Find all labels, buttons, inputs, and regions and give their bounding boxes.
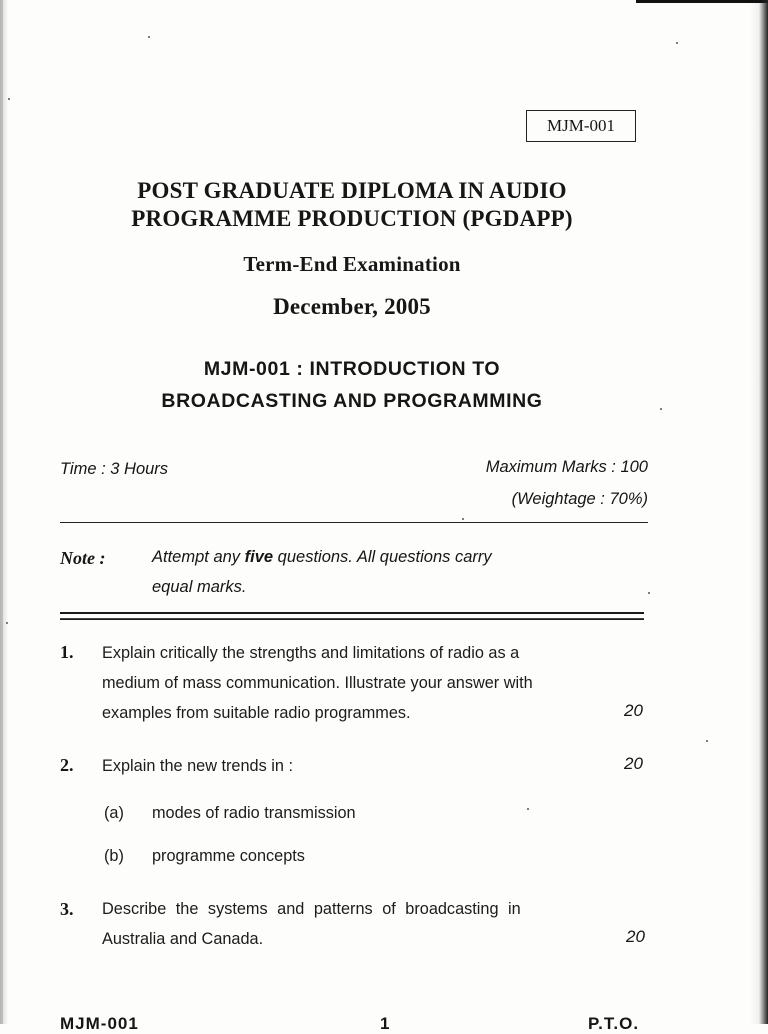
scan-speck (148, 36, 150, 38)
programme-title-line2: PROGRAMME PRODUCTION (PGDAPP) (131, 206, 573, 231)
footer-page-number: 1 (380, 1014, 391, 1033)
question-2-part-b-text: programme concepts (152, 847, 305, 865)
maximum-marks: Maximum Marks : 100 (485, 458, 648, 476)
note-line1-emphasis: five (244, 548, 274, 566)
question-2-number: 2. (60, 755, 74, 775)
question-1-line1: Explain critically the strengths and limitations of radio as a (102, 644, 520, 662)
exam-date: December, 2005 (273, 294, 431, 319)
note-label (60, 548, 105, 569)
question-3-number: 3. (60, 899, 74, 919)
programme-title-line1: POST GRADUATE DIPLOMA IN AUDIO (137, 178, 567, 203)
divider-double-lower (60, 618, 644, 619)
question-1-marks: 20 (624, 701, 643, 720)
question-1-line2: medium of mass communication. Illustrate your answer with (102, 674, 533, 692)
question-2-part-a-text: modes of radio transmission (152, 804, 356, 822)
question-2-part-a-label: (a) (104, 804, 124, 822)
divider-thin (60, 522, 648, 523)
scan-speck (648, 592, 650, 594)
scan-speck (676, 42, 678, 44)
paper-code-box (526, 110, 636, 142)
question-3-line1: Describe the systems and patterns of broadcasting in (102, 900, 521, 918)
scan-speck (8, 98, 10, 100)
scan-corner-shadow (636, 0, 768, 3)
question-3-line2: Australia and Canada. (102, 930, 264, 948)
scan-right-edge-shadow (750, 0, 768, 1024)
course-title-line1: MJM-001 : INTRODUCTION TO (203, 358, 501, 380)
course-title-line2: BROADCASTING AND PROGRAMMING (161, 390, 543, 412)
note-line1 (152, 548, 492, 567)
note-label-text: Note : (60, 548, 106, 568)
question-1-number: 1. (60, 642, 74, 662)
question-2-marks: 20 (624, 754, 643, 773)
exam-time: Time : 3 Hours (60, 460, 169, 478)
question-2-part-b-label: (b) (104, 847, 124, 865)
scan-speck (706, 740, 708, 742)
scan-speck (527, 808, 529, 810)
note-line2: equal marks. (152, 578, 247, 596)
weightage: (Weightage : 70%) (511, 490, 648, 508)
scan-speck (6, 622, 8, 624)
exam-type: Term-End Examination (243, 252, 461, 276)
note-line1-post: questions. All questions carry (273, 548, 492, 566)
footer-pto: P.T.O. (588, 1014, 640, 1033)
footer-paper-code: MJM-001 (60, 1014, 139, 1033)
question-2-line1: Explain the new trends in : (102, 757, 293, 775)
question-3-marks: 20 (626, 927, 645, 946)
question-1-line3: examples from suitable radio programmes. (102, 704, 411, 722)
scan-speck (462, 518, 464, 520)
note-line1-pre: Attempt any (152, 548, 245, 566)
scan-speck (660, 408, 662, 410)
scan-left-edge-shadow (0, 0, 8, 1024)
paper-code: MJM-001 (546, 116, 615, 135)
